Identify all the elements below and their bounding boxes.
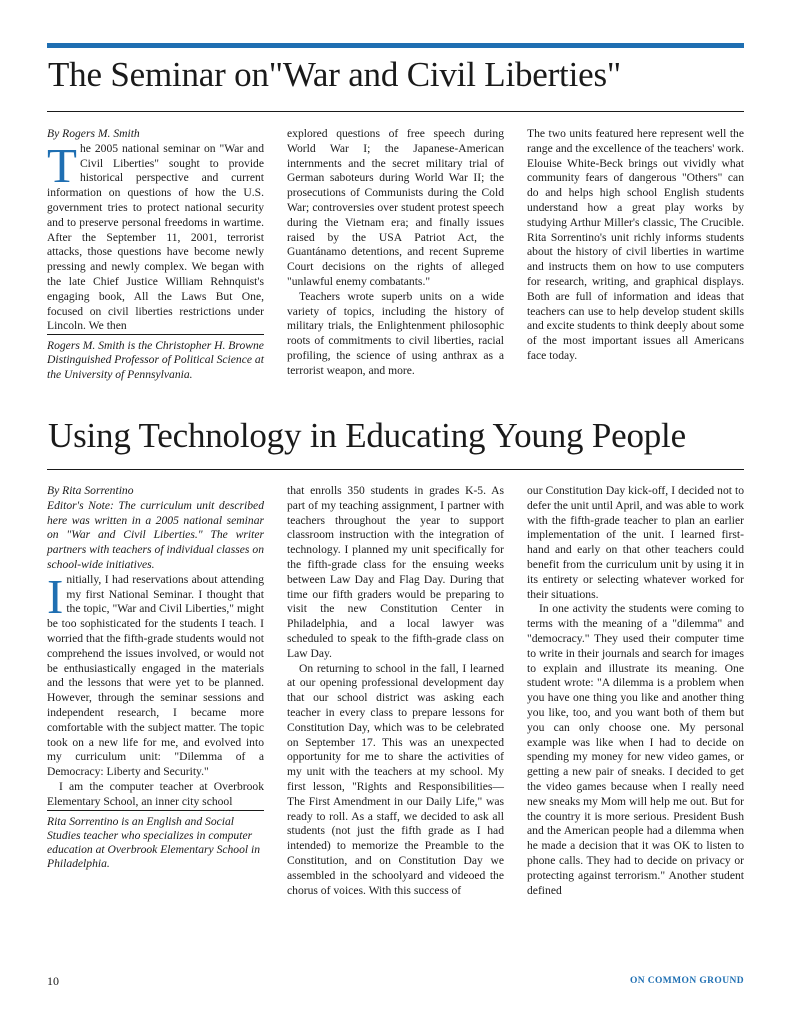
byline: By Rita Sorrentino	[47, 484, 134, 497]
article1-paragraph: Teachers wrote superb units on a wide variety of topics, including the history of military trials, the Enlightenment philosophic roots of commitments to civil liberties, racial profiling, the science of using anthrax as a terrorist weapon, and more.	[287, 289, 504, 377]
header-accent-bar	[47, 43, 744, 48]
article2-paragraph: On returning to school in the fall, I learned at our opening professional development day that our school district was asking each teacher in every class to prepare lessons for Constitution Day, which was to be celebrated on September 17. This was an unexpected opportunity for me to share the activities of my unit with the teachers at my school. My first lesson, "Rights and Responsibilities—The First Amendment in our Daily Life," was ready to roll. As a staff, we decided to ask all students (not just the fifth grade as I had intended) to memorize the Preamble to the Constitution, and on Constitution Day we assembled in the schoolyard and videoed the chorus of voices. With this success of	[287, 661, 504, 897]
publication-name: ON COMMON GROUND	[629, 976, 744, 986]
editors-note: Editor's Note: The curriculum unit described here was written in a 2005 national seminar on "War and Civil Liberties." The writer partners with teachers of individual classes on school-wide initiatives.	[47, 498, 264, 571]
article-title: The Seminar on"War and Civil Liberties"	[48, 55, 621, 94]
byline: By Rogers M. Smith	[47, 127, 140, 140]
drop-cap: T	[47, 137, 77, 193]
page-number: 10	[47, 974, 59, 988]
article1-paragraph: The two units featured here represent well the range and the excellence of the teachers' work. Elouise White-Beck brings out vividly what community fears of dangerous "Others" can do and helps high school English students understand how a great play works by studying Arthur Miller's classic, The Crucible. Rita Sorrentino's unit richly informs students about the history of civil liberties in wartime and instructs them on how to use computers for research, writing, and graphical displays. Both are full of information and ideas that teachers can use to help develop student skills and excite students to think deeply about some of the most important issues all Americans face today.	[527, 127, 744, 362]
article2-paragraph: our Constitution Day kick-off, I decided not to defer the unit until April, and was able to work with the fifth-grade teacher to plan an earlier implementation of the unit. I learned first-hand and early on that other teachers could benefit from the curriculum unit by using it in its entirety or selecting whatever worked for their situations.	[527, 484, 745, 601]
article2-paragraph: that enrolls 350 students in grades K-5. As part of my teaching assignment, I partner with teachers throughout the year to support classroom instruction with the integration of technology. I planned my unit specifically for the fifth-grade class for the ensuing weeks between Law Day and Flag Day. During that time our fifth graders would be preparing to visit the new Constitution Center in Philadelphia, and a local lawyer was scheduled to speak to the fifth-grade class on Law Day.	[287, 484, 504, 660]
title-divider	[47, 111, 744, 112]
article2-text: nitially, I had reservations about attending my first National Seminar. I thought that the topic, "War and Civil Liberties," might be too sophisticated for the students I teach. I worried that the fifth-grade students would not comprehend the issues involved, or would not be enthusiastically engaged in the materials and the lessons that were yet to be planned. However, through the seminar sessions and independent research, I became more comfortable with the subject matter. The topic took on a new life for me, and evolved into my curriculum unit: "Dilemma of a Democracy: Liberty and Security."	[47, 572, 264, 779]
title-divider	[47, 469, 744, 470]
article1-paragraph	[47, 137, 264, 334]
drop-cap: I	[47, 568, 64, 624]
article1-column-3	[527, 127, 744, 364]
article2-column-1	[47, 484, 264, 871]
article1-paragraph: explored questions of free speech during World War I; the Japanese-American internments and the secret military trial of German saboteurs during World War II; the prosecutions of Communists during the Cold War; controversies over student protest speech during the Vietnam era; and finally issues raised by the USA Patriot Act, the Guantánamo detentions, and recent Supreme Court decisions on the rights of alleged "unlawful enemy combatants."	[287, 127, 504, 288]
article2-paragraph: In one activity the students were coming to terms with the meaning of a "dilemma" and "democracy." They used their computer time to write in their journals and search for images to explain and illustrate its meaning. One student wrote: "A dilemma is a problem when you have one thing you like and another thing you like, too, and you want both of them but you can only choose one. My personal example was like when I had to decide on spending my money for new video games, or getting a new pair of sneaks. I decided to get the video games because when I really need new sneaks my Mom will help me out. But for the country it is more serious. President Bush and the American people had a dilemma when he made a decision that it was OK to listen to phone calls. They had to decide on privacy or protecting against terrorism." Another student defined	[527, 602, 744, 897]
article1-column-2	[287, 127, 504, 379]
article2-column-3	[527, 484, 744, 898]
author-bio: Rita Sorrentino is an English and Social Studies teacher who specializes in computer education at Overbrook Elementary School in Philadelphia.	[47, 810, 264, 872]
article1-column-1	[47, 127, 264, 382]
article2-column-2	[287, 484, 504, 898]
author-bio: Rogers M. Smith is the Christopher H. Browne Distinguished Professor of Political Science at the University of Pennsylvania.	[47, 334, 264, 382]
article-title: Using Technology in Educating Young People	[48, 416, 686, 455]
article2-paragraph	[47, 568, 264, 780]
article1-text: he 2005 national seminar on "War and Civil Liberties" sought to provide historical perspective and current information on questions of how the U.S. government tries to protect national security and to preserve personal freedoms in wartime. After the September 11, 2001, terrorist attacks, those questions have become newly pressing and newly complex. We began with the late Chief Justice William Rehnquist's engaging book, All the Laws But One, focused on civil liberties restrictions under Lincoln. We then	[47, 141, 264, 333]
article2-paragraph: I am the computer teacher at Overbrook Elementary School, an inner city school	[47, 779, 264, 808]
